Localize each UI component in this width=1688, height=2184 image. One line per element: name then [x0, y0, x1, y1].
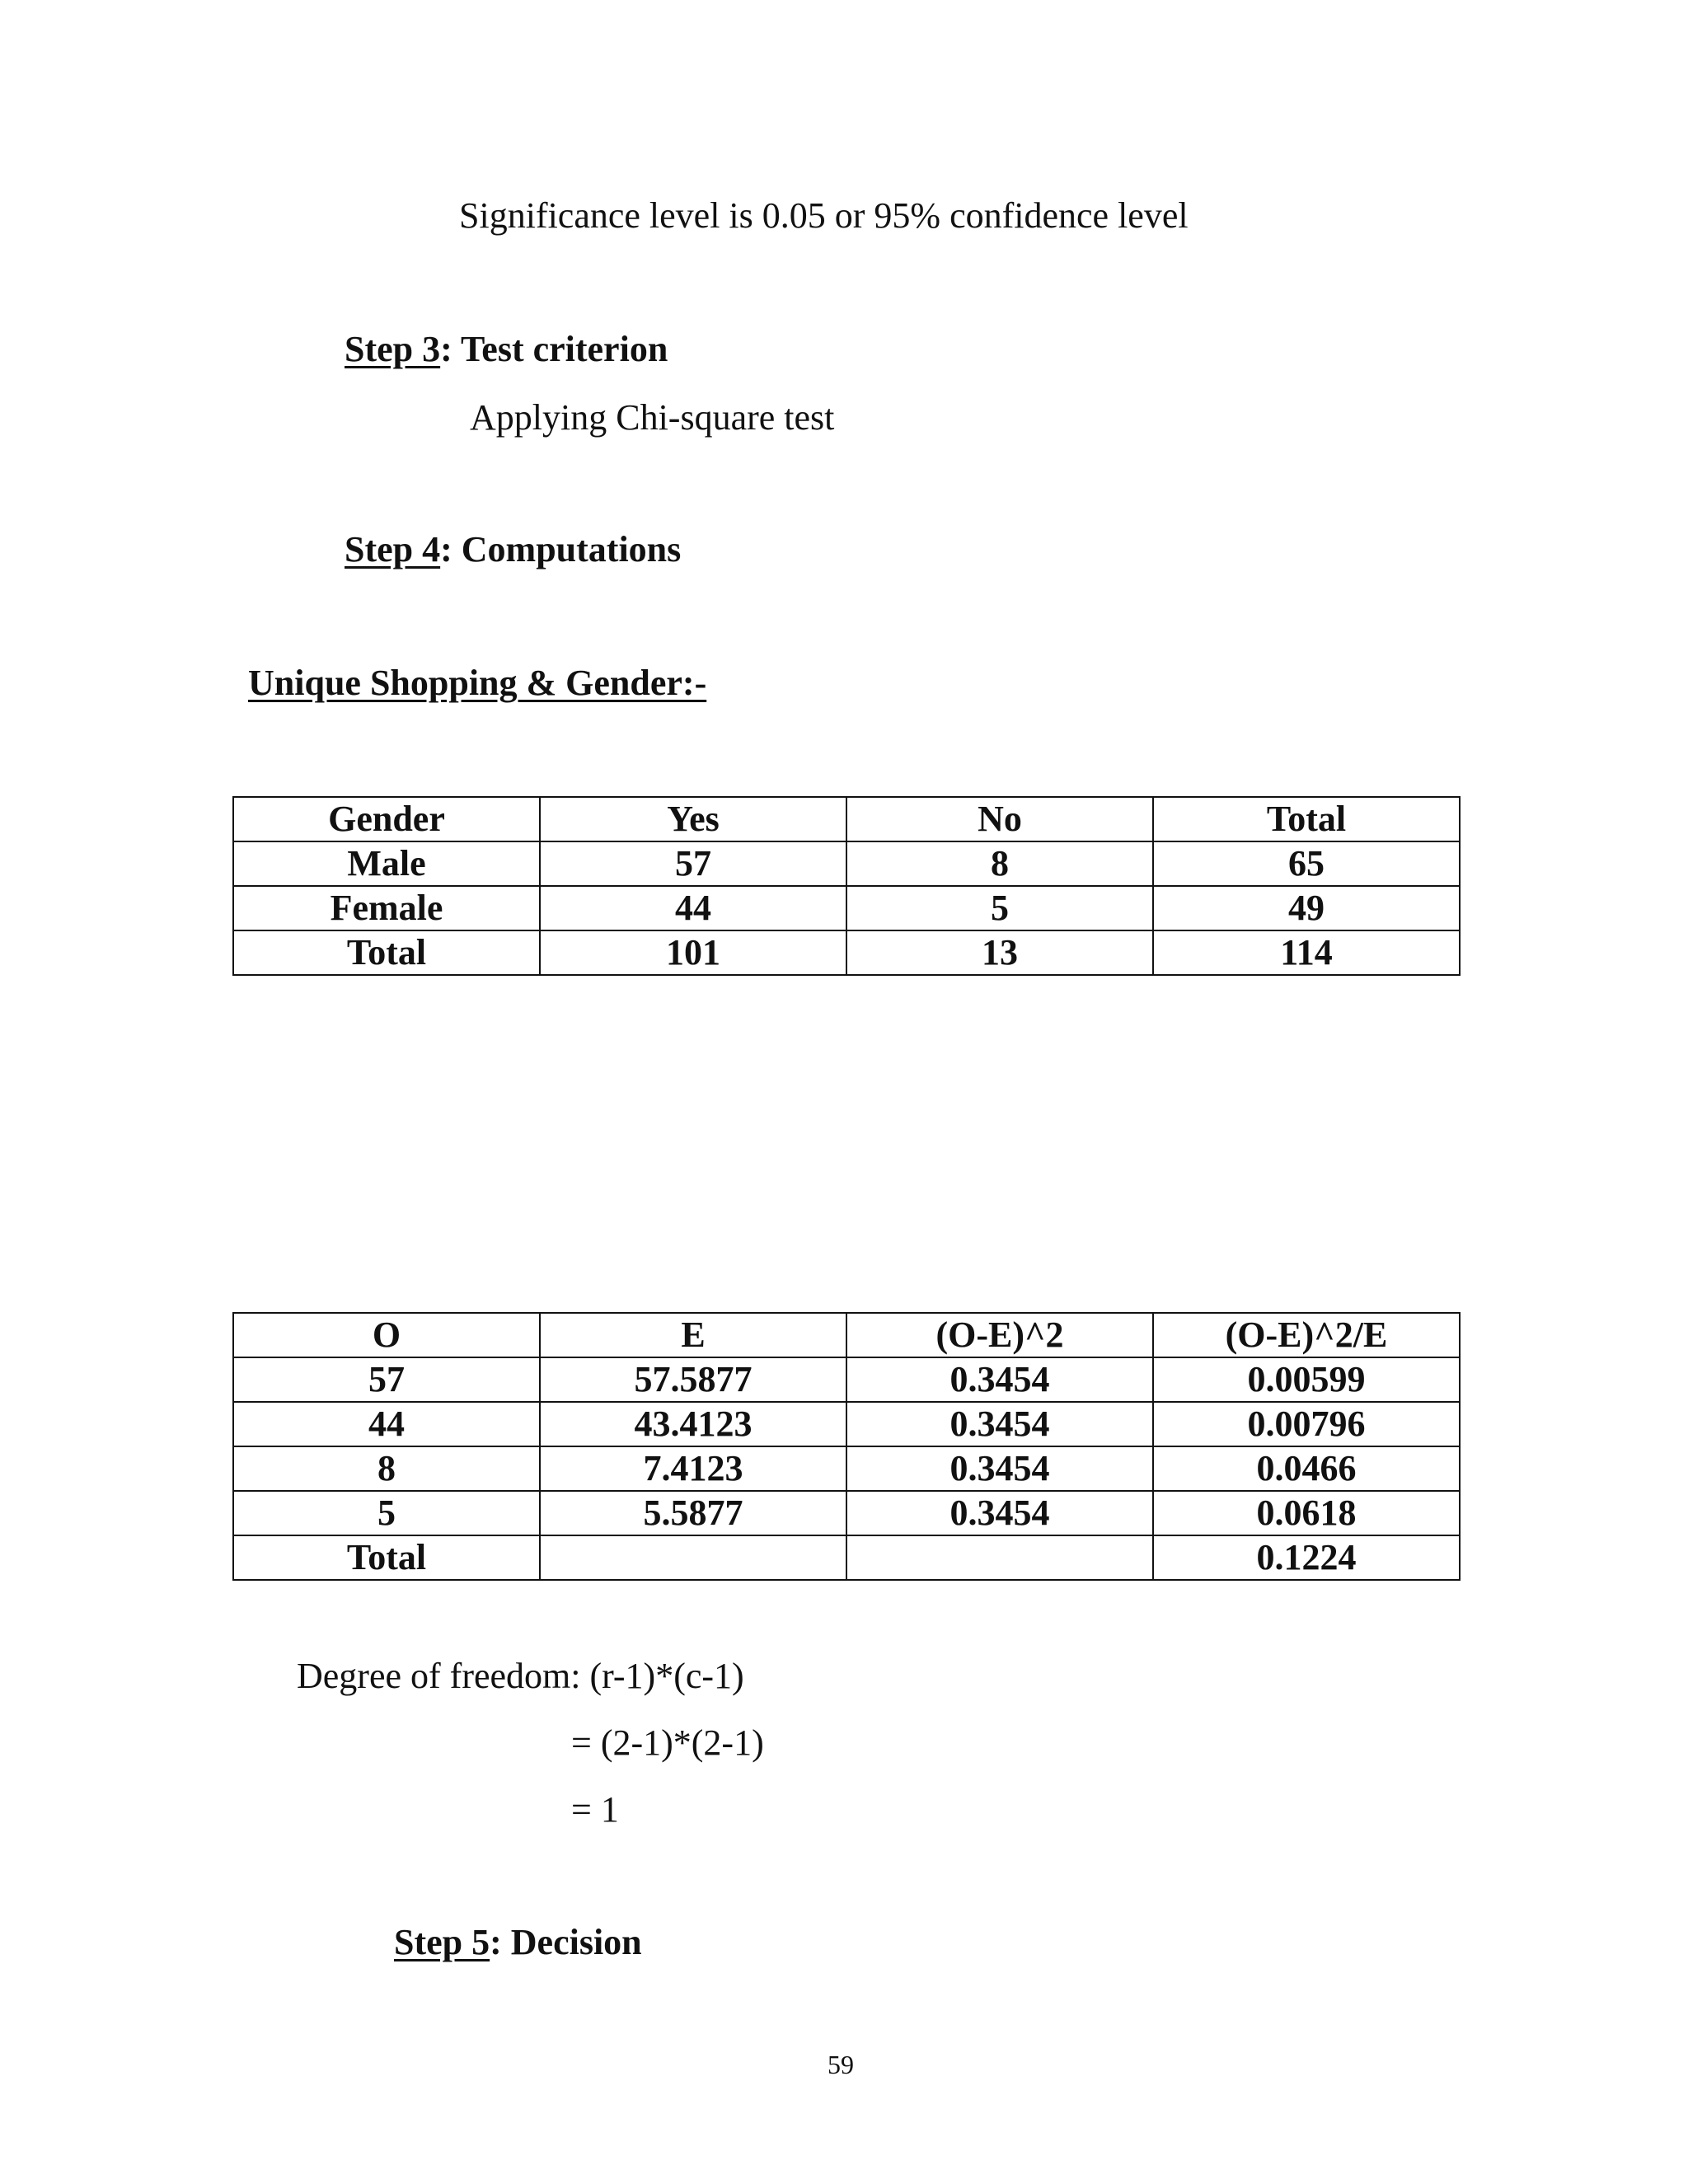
table-cell: 114 — [1153, 930, 1460, 975]
table-header-row — [233, 797, 1460, 841]
step5-label: Step 5 — [394, 1922, 490, 1962]
table-cell: 57 — [540, 841, 846, 886]
table-header-row — [233, 1313, 1460, 1357]
step4-heading — [345, 528, 681, 570]
table-cell: 49 — [1153, 886, 1460, 930]
table-row — [233, 1402, 1460, 1446]
table-row — [233, 930, 1460, 975]
header-cell: Yes — [540, 797, 846, 841]
table-row — [233, 1446, 1460, 1491]
table-cell: 0.3454 — [846, 1357, 1153, 1402]
step3-heading — [345, 328, 668, 370]
table-cell: 13 — [846, 930, 1153, 975]
table-cell: 43.4123 — [540, 1402, 846, 1446]
header-cell: Gender — [233, 797, 540, 841]
table-row — [233, 1491, 1460, 1535]
table-cell: 65 — [1153, 841, 1460, 886]
page-number: 59 — [828, 2050, 854, 2079]
table-cell: Total — [233, 1535, 540, 1580]
table-cell: 44 — [540, 886, 846, 930]
step4-label: Step 4 — [345, 529, 441, 569]
table-row — [233, 886, 1460, 930]
header-cell: O — [233, 1313, 540, 1357]
degree-of-freedom-formula: Degree of freedom: (r-1)*(c-1) — [297, 1656, 744, 1696]
step3-label: Step 3 — [345, 329, 441, 369]
table-cell: Male — [233, 841, 540, 886]
table-row — [233, 841, 1460, 886]
table-cell: 0.1224 — [1153, 1535, 1460, 1580]
header-cell: No — [846, 797, 1153, 841]
chi-square-table — [232, 1312, 1461, 1581]
header-cell: (O-E)^2/E — [1153, 1313, 1460, 1357]
table-cell: 101 — [540, 930, 846, 975]
step3-detail: Applying Chi-square test — [470, 397, 835, 438]
table-cell: 0.3454 — [846, 1491, 1153, 1535]
table-cell — [540, 1535, 846, 1580]
table-cell: 8 — [846, 841, 1153, 886]
header-cell: Total — [1153, 797, 1460, 841]
table-cell: 0.00796 — [1153, 1402, 1460, 1446]
degree-of-freedom-result: = 1 — [571, 1789, 619, 1830]
header-cell: E — [540, 1313, 846, 1357]
table-cell: 7.4123 — [540, 1446, 846, 1491]
table-total-row — [233, 1535, 1460, 1580]
table-cell: 5 — [846, 886, 1153, 930]
table-cell: 5.5877 — [540, 1491, 846, 1535]
step5-heading — [394, 1921, 642, 1963]
table-cell: Total — [233, 930, 540, 975]
step4-title: : Computations — [440, 529, 682, 569]
table-cell — [846, 1535, 1153, 1580]
significance-level-text: Significance level is 0.05 or 95% confidence level — [459, 195, 1189, 236]
table-cell: 0.3454 — [846, 1446, 1153, 1491]
table-cell: 44 — [233, 1402, 540, 1446]
contingency-table — [232, 796, 1461, 976]
section-heading: Unique Shopping & Gender:- — [248, 663, 707, 703]
step3-title: : Test criterion — [440, 329, 668, 369]
table-cell: 5 — [233, 1491, 540, 1535]
step5-title: : Decision — [490, 1922, 642, 1962]
table-cell: Female — [233, 886, 540, 930]
table-cell: 0.0618 — [1153, 1491, 1460, 1535]
header-cell: (O-E)^2 — [846, 1313, 1153, 1357]
table-cell: 0.3454 — [846, 1402, 1153, 1446]
table-cell: 57 — [233, 1357, 540, 1402]
degree-of-freedom-substitution: = (2-1)*(2-1) — [571, 1722, 764, 1763]
table-cell: 0.00599 — [1153, 1357, 1460, 1402]
table-row — [233, 1357, 1460, 1402]
table-cell: 57.5877 — [540, 1357, 846, 1402]
table-cell: 0.0466 — [1153, 1446, 1460, 1491]
table-cell: 8 — [233, 1446, 540, 1491]
